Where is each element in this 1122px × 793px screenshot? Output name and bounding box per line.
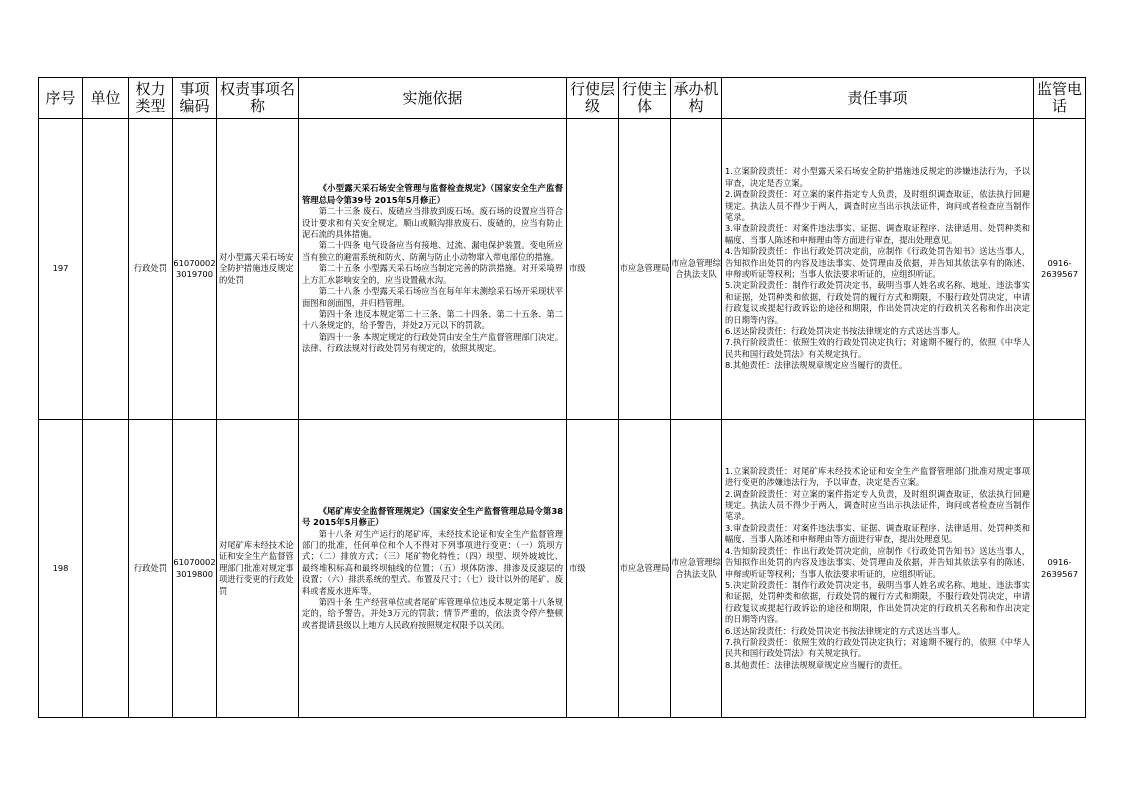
cell-unit [83, 119, 129, 420]
header-duties: 责任事项 [722, 78, 1034, 119]
basis-clause: 第二十五条 小型露天采石场应当制定完善的防洪措施。对开采境界上方汇水影响安全的，应当设置截水沟。 [302, 263, 563, 285]
duty-item: 4.告知阶段责任：作出行政处罚决定前，应制作《行政处罚告知书》送达当事人，告知拟作出处罚的内容及违法事实、处罚理由及依据，并告知其依法享有的陈述、申辩或听证等权利；当事人依法要求听证的，应组织听证。 [725, 246, 1030, 279]
duty-item: 6.送达阶段责任：行政处罚决定书按法律规定的方式送达当事人。 [725, 625, 966, 636]
responsibility-table [38, 77, 1086, 718]
cell-agency: 市应急管理综合执法支队 [671, 119, 722, 420]
cell-basis [299, 119, 567, 420]
basis-clause: 第四十条 生产经营单位或者尾矿库管理单位违反本规定第十八条规定的，给予警告，并处3万元的罚款；情节严重的，依法责令停产整顿或者提请县级以上地方人民政府按照规定权限予以关闭。 [302, 597, 563, 630]
cell-subject: 市应急管理局 [619, 420, 671, 718]
cell-unit [83, 420, 129, 718]
duty-item: 2.调查阶段责任：对立案的案件指定专人负责，及时组织调查取证，依法执行回避规定。执法人员不得少于两人，调查时应当出示执法证件，询问或者检查应当制作笔录。 [725, 189, 1030, 222]
header-item-name: 权责事项名称 [217, 78, 299, 119]
header-item-code: 事项编码 [173, 78, 217, 119]
basis-clause: 第四十条 违反本规定第二十三条、第二十四条、第二十五条、第二十八条规定的，给予警告，并处2万元以下的罚款。 [302, 308, 563, 331]
duty-item: 3.审查阶段责任：对案件违法事实、证据、调查取证程序、法律适用、处罚种类和幅度、当事人陈述和申辩理由等方面进行审查，提出处理意见。 [725, 522, 1030, 545]
cell-phone: 0916-2639567 [1034, 119, 1086, 420]
cell-item-code: 61070002 3019700 [173, 119, 217, 420]
cell-duties [722, 119, 1034, 420]
cell-item-name: 对尾矿库未经技术论证和安全生产监督管理部门批准对规定事项进行变更的行政处罚 [217, 420, 299, 718]
header-row [39, 78, 1086, 119]
cell-phone: 0916-2639567 [1034, 420, 1086, 718]
header-seq: 序号 [39, 78, 83, 119]
cell-agency: 市应急管理综合执法支队 [671, 420, 722, 718]
header-basis: 实施依据 [299, 78, 567, 119]
header-level: 行使层级 [567, 78, 619, 119]
duty-item: 7.执行阶段责任：依照生效的行政处罚决定执行；对逾期不履行的，依照《中华人民共和国行政处罚法》有关规定执行。 [725, 636, 1030, 659]
duty-item: 4.告知阶段责任：作出行政处罚决定前，应制作《行政处罚告知书》送达当事人，告知拟作出处罚的内容及违法事实、处罚理由及依据，并告知其依法享有的陈述、申辩或听证等权利；当事人依法要求听证的，应组织听证。 [725, 545, 1030, 579]
duty-item: 2.调查阶段责任：对立案的案件指定专人负责，及时组织调查取证，依法执行回避规定。执法人员不得少于两人，调查时应当出示执法证件，询问或者检查应当制作笔录。 [725, 488, 1030, 522]
table-row [39, 420, 1086, 718]
header-agency: 承办机构 [671, 78, 722, 119]
cell-power-type: 行政处罚 [129, 119, 173, 420]
basis-clause: 第二十四条 电气设备应当有接地、过流、漏电保护装置。变电所应当有独立的避雷系统和防火、防潮与防止小动物窜入带电部位的措施。 [302, 240, 563, 262]
cell-seq: 198 [39, 420, 83, 718]
cell-level: 市级 [567, 119, 619, 420]
header-phone: 监管电话 [1034, 78, 1086, 119]
header-power-type: 权力类型 [129, 78, 173, 119]
basis-clause: 第二十三条 废石、废碴应当排放到废石场。废石场的设置应当符合设计要求和有关安全规定。顺山或顺沟排放废石、废碴的，应当有防止泥石流的具体措施。 [302, 206, 563, 240]
cell-item-name: 对小型露天采石场安全防护措施违反规定的处罚 [217, 119, 299, 420]
cell-seq: 197 [39, 119, 83, 420]
basis-clause: 第十八条 对生产运行的尾矿库，未经技术论证和安全生产监督管理部门的批准，任何单位和个人不得对下列事项进行变更：（一）筑坝方式；（二）排放方式；（三）尾矿物化特性；（四）坝型、坝外坡坡比、最终堆积标高和最终坝轴线的位置；（五）坝体防渗、排渗及反滤层的设置；（六）排洪系统的型式、布置及尺寸；（七）设计以外的尾矿、废料或者废水进库等。 [302, 528, 563, 596]
duty-item: 1.立案阶段责任：对尾矿库未经技术论证和安全生产监督管理部门批准对规定事项进行变更的涉嫌违法行为，予以审查，决定是否立案。 [725, 465, 1030, 488]
duty-item: 1.立案阶段责任：对小型露天采石场安全防护措施违反规定的涉嫌违法行为，予以审查，决定是否立案。 [725, 166, 1030, 188]
duty-item: 8.其他责任：法律法规规章规定应当履行的责任。 [725, 360, 908, 371]
table-row [39, 119, 1086, 420]
duty-item: 5.决定阶段责任：制作行政处罚决定书，载明当事人姓名或名称、地址、违法事实和证据，处罚种类和依据，行政处罚的履行方式和期限，不服行政处罚决定，申请行政复议或提起行政诉讼的途径和期限，作出处罚决定的行政机关名称和作出决定的日期等内容。 [725, 579, 1030, 625]
header-subject: 行使主体 [619, 78, 671, 119]
duty-item: 8.其他责任：法律法规规章规定应当履行的责任。 [725, 659, 908, 670]
basis-title: 《尾矿库安全监督管理规定》（国家安全生产监督管理总局令第38号 2015年5月修正） [302, 505, 563, 528]
duty-item: 5.决定阶段责任：制作行政处罚决定书，载明当事人姓名或名称、地址、违法事实和证据，处罚种类和依据，行政处罚的履行方式和期限，不服行政处罚决定，申请行政复议或提起行政诉讼的途径和期限，作出处罚决定的行政机关名称和作出决定的日期等内容。 [725, 280, 1030, 325]
cell-duties [722, 420, 1034, 718]
duty-item: 6.送达阶段责任：行政处罚决定书按法律规定的方式送达当事人。 [725, 326, 966, 337]
duty-item: 3.审查阶段责任：对案件违法事实、证据、调查取证程序、法律适用、处罚种类和幅度、当事人陈述和申辩理由等方面进行审查，提出处理意见。 [725, 223, 1030, 245]
cell-basis [299, 420, 567, 718]
cell-level: 市级 [567, 420, 619, 718]
cell-power-type: 行政处罚 [129, 420, 173, 718]
header-unit: 单位 [83, 78, 129, 119]
basis-clause: 第二十八条 小型露天采石场应当在每年年末测绘采石场开采现状平面图和剖面图，并归档管理。 [302, 286, 563, 308]
basis-title: 《小型露天采石场安全管理与监督检查规定》（国家安全生产监督管理总局令第39号 2015年5月修正） [302, 183, 563, 205]
cell-subject: 市应急管理局 [619, 119, 671, 420]
cell-item-code: 61070002 3019800 [173, 420, 217, 718]
duty-item: 7.执行阶段责任：依照生效的行政处罚决定执行；对逾期不履行的，依照《中华人民共和国行政处罚法》有关规定执行。 [725, 337, 1030, 359]
basis-clause: 第四十一条 本规定规定的行政处罚由安全生产监督管理部门决定。法律、行政法规对行政处罚另有规定的，依照其规定。 [302, 331, 563, 354]
